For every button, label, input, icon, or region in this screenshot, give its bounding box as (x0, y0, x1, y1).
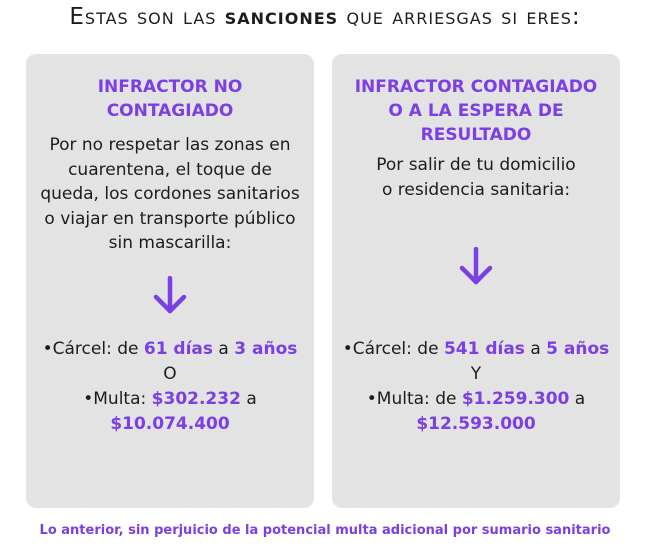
headline-prefix: Estas son las (69, 4, 225, 30)
jail-max: 3 años (234, 339, 298, 359)
jail-label: •Cárcel: de (342, 339, 444, 359)
fine-penalty (26, 387, 314, 412)
card-description (26, 133, 314, 256)
card-description-line: Por no respetar las zonas en (49, 135, 291, 155)
card-title (332, 75, 620, 147)
penalty-block (26, 337, 314, 437)
card-title-line: INFRACTOR NO (97, 77, 243, 97)
card-description-line: queda, los cordones sanitarios (40, 184, 300, 204)
card-infractor-no-contagiado (26, 54, 314, 508)
card-description-line: cuarentena, el toque de (68, 159, 272, 180)
card-title-line: O A LA ESPERA DE (388, 101, 564, 121)
card-description-line: Por salir de tu domicilio (376, 155, 576, 175)
fine-penalty (332, 387, 620, 412)
jail-connector: a (213, 339, 235, 359)
arrow-down-icon (153, 276, 187, 316)
fine-min: $302.232 (151, 389, 241, 409)
jail-min: 541 días (443, 339, 525, 359)
jail-label: •Cárcel: de (42, 339, 144, 359)
card-title-line: RESULTADO (420, 125, 532, 145)
fine-min: $1.259.300 (461, 389, 570, 409)
card-description-line: sin mascarilla: (108, 233, 232, 253)
headline-emphasis: sanciones (224, 4, 339, 30)
card-title-line: CONTAGIADO (106, 101, 234, 121)
jail-connector: a (524, 339, 547, 359)
card-infractor-contagiado (332, 54, 620, 508)
fine-max: $10.074.400 (110, 414, 230, 434)
fine-max: $12.593.000 (416, 414, 536, 434)
card-description (332, 153, 620, 202)
fine-label: •Multa: de (366, 389, 462, 409)
fine-label: •Multa: (83, 389, 152, 409)
card-description-line: o residencia sanitaria: (381, 179, 571, 200)
footer-note: Lo anterior, sin perjuicio de la potencial multa adicional por sumario sanitario (39, 523, 611, 538)
headline-suffix: que arriesgas si eres: (338, 4, 581, 30)
jail-max: 5 años (546, 339, 610, 359)
penalty-conjunction: Y (470, 364, 482, 384)
fine-connector: a (240, 389, 257, 409)
card-description-line: o viajar en transporte público (44, 208, 296, 229)
penalty-conjunction: O (163, 364, 177, 384)
jail-min: 61 días (143, 339, 214, 359)
jail-penalty (332, 337, 620, 362)
arrow-down-icon (459, 247, 493, 287)
card-title-line: INFRACTOR CONTAGIADO (354, 77, 598, 97)
penalty-block (332, 337, 620, 437)
fine-connector: a (569, 389, 586, 409)
jail-penalty (26, 337, 314, 362)
page-headline (0, 4, 650, 30)
card-title (26, 75, 314, 123)
